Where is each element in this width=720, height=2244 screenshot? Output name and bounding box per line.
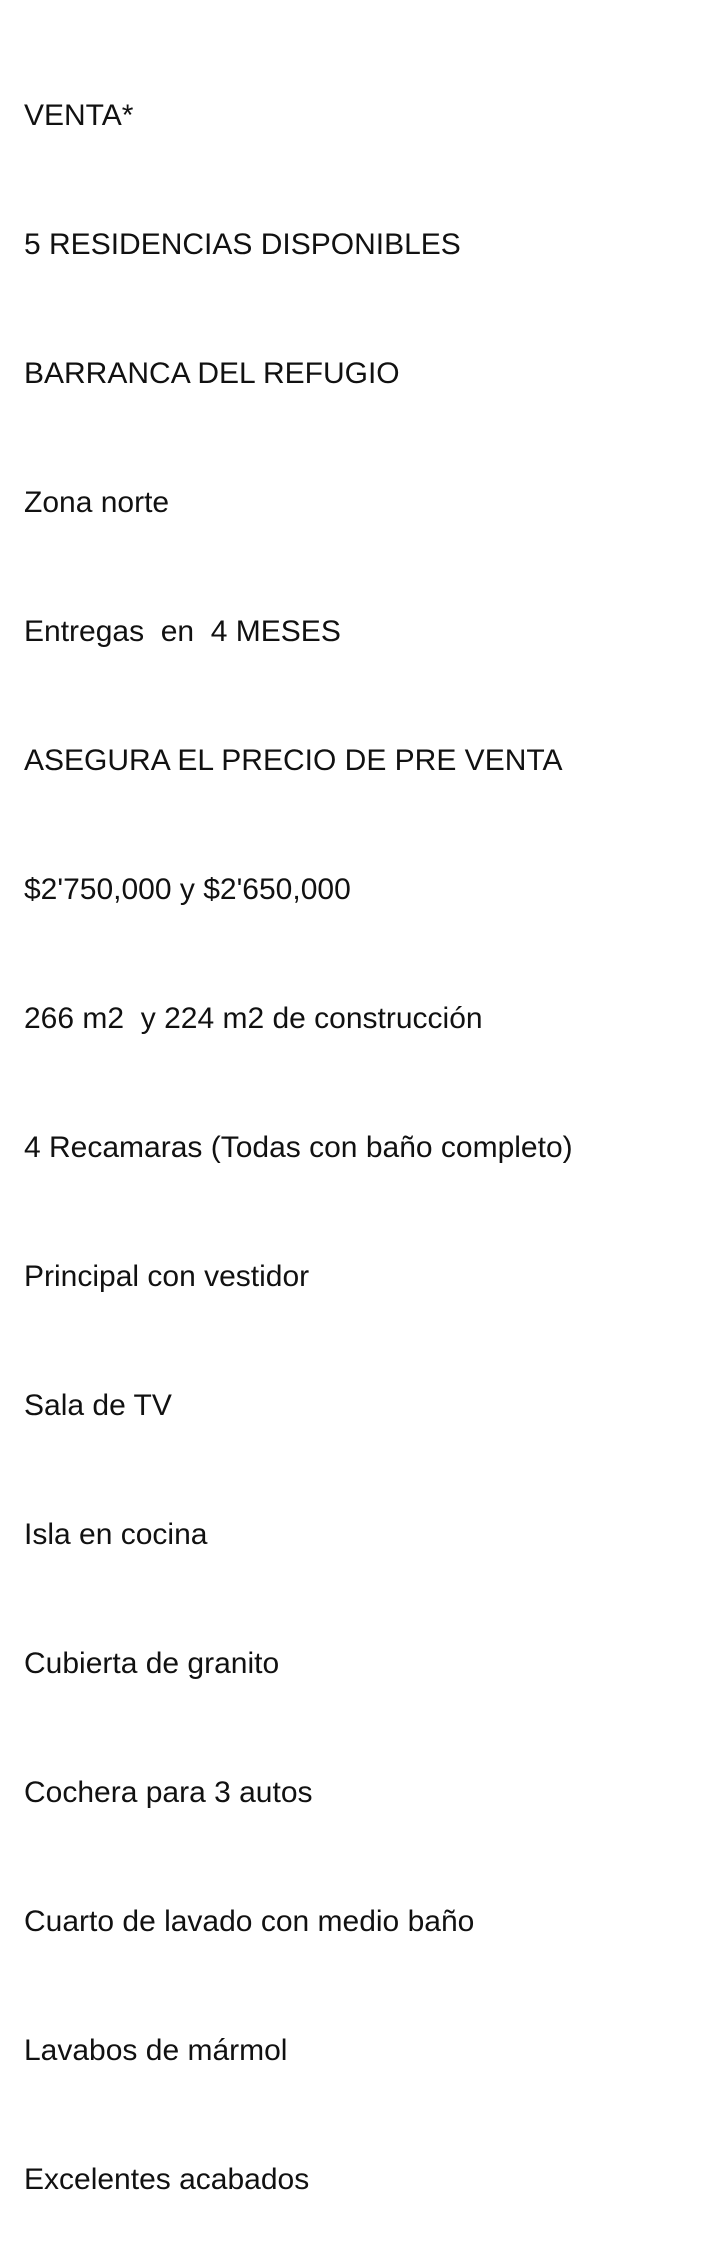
listing-line-garage: Cochera para 3 autos <box>24 1776 313 1809</box>
listing-line-prices: $2'750,000 y $2'650,000 <box>24 873 351 906</box>
listing-line-delivery: Entregas en 4 MESES <box>24 615 341 648</box>
listing-line-tv-room: Sala de TV <box>24 1389 172 1422</box>
listing-line-construction-area: 266 m2 y 224 m2 de construcción <box>24 1002 483 1035</box>
listing-line-availability: 5 RESIDENCIAS DISPONIBLES <box>24 228 461 261</box>
listing-line-finishes: Excelentes acabados <box>24 2163 310 2196</box>
listing-line-laundry: Cuarto de lavado con medio baño <box>24 1905 475 1938</box>
listing-line-development: BARRANCA DEL REFUGIO <box>24 357 400 390</box>
listing-line-sale-tag: VENTA* <box>24 99 134 132</box>
listing-line-master-closet: Principal con vestidor <box>24 1260 310 1293</box>
listing-line-zone: Zona norte <box>24 486 170 519</box>
listing-text <box>24 8 714 2244</box>
listing-line-bedrooms: 4 Recamaras (Todas con baño completo) <box>24 1131 573 1164</box>
listing-line-marble-sinks: Lavabos de mármol <box>24 2034 288 2067</box>
listing-line-presale: ASEGURA EL PRECIO DE PRE VENTA <box>24 744 563 777</box>
listing-line-granite: Cubierta de granito <box>24 1647 280 1680</box>
listing-line-kitchen-island: Isla en cocina <box>24 1518 208 1551</box>
